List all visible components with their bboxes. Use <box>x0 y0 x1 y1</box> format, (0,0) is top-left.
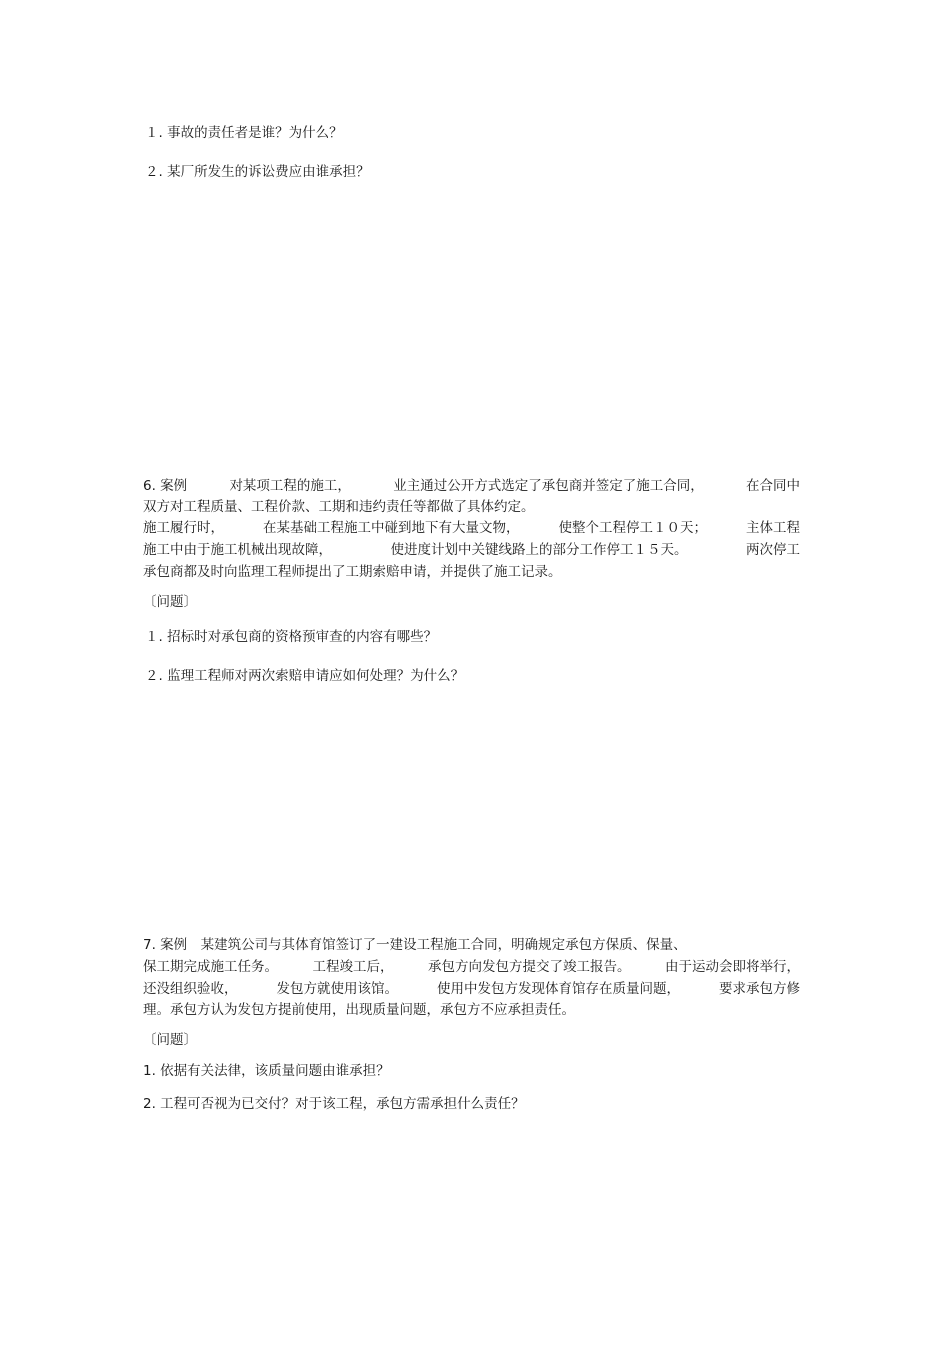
case7-line-2 <box>143 957 800 977</box>
text-segment: 在合同中 <box>745 478 800 494</box>
question-6-1: １. 招标时对承包商的资格预审查的内容有哪些？ <box>145 629 438 645</box>
case6-problem-label: 〔问题〕 <box>143 594 197 610</box>
question-5-2: ２. 某厂所发生的诉讼费应由谁承担？ <box>145 164 370 180</box>
case6-line-1 <box>143 476 800 496</box>
text-segment: 承包方向发包方提交了竣工报告。 <box>428 959 631 975</box>
text-segment: 由于运动会即将举行， <box>665 959 800 975</box>
text-segment: 要求承包方修 <box>719 981 800 997</box>
case6-title: 6. 案例 <box>143 478 188 494</box>
case6-line-4 <box>143 540 800 560</box>
text-segment: 工程竣工后， <box>312 959 394 975</box>
case7-line-4: 理。承包方认为发包方提前使用，出现质量问题，承包方不应承担责任。 <box>143 1002 575 1018</box>
text-segment: 还没组织验收， <box>143 981 238 997</box>
text-segment: 发包方就使用该馆。 <box>276 981 398 997</box>
question-5-1: １. 事故的责任者是谁？为什么？ <box>145 125 343 141</box>
question-6-2: ２. 监理工程师对两次索赔申请应如何处理？为什么？ <box>145 668 465 684</box>
case7-line-3 <box>143 979 800 999</box>
case6-line-3 <box>143 518 800 538</box>
question-7-2: 2. 工程可否视为已交付？对于该工程，承包方需承担什么责任？ <box>143 1096 525 1112</box>
text-segment: 主体工程 <box>746 520 800 536</box>
case6-line-5: 承包商都及时向监理工程师提出了工期索赔申请，并提供了施工记录。 <box>143 564 562 580</box>
case7-problem-label: 〔问题〕 <box>143 1032 197 1048</box>
text-segment: 业主通过公开方式选定了承包商并签定了施工合同， <box>393 478 704 494</box>
text-segment: 在某基础工程施工中碰到地下有大量文物， <box>263 520 520 536</box>
text-segment: 使进度计划中关键线路上的部分工作停工１５天。 <box>390 542 688 558</box>
text-segment: 两次停工 <box>746 542 800 558</box>
text-segment: 使整个工程停工１０天； <box>558 520 707 536</box>
text-segment: 施工履行时， <box>143 520 224 536</box>
text-segment: 对某项工程的施工， <box>229 478 351 494</box>
case6-line-2: 双方对工程质量、工程价款、工期和违约责任等都做了具体约定。 <box>143 499 535 515</box>
question-7-1: 1. 依据有关法律，该质量问题由谁承担？ <box>143 1063 390 1079</box>
text-segment: 施工中由于施工机械出现故障， <box>143 542 332 558</box>
case7-line-1: 7. 案例 某建筑公司与其体育馆签订了一建设工程施工合同，明确规定承包方保质、保量、 <box>143 937 687 953</box>
text-segment: 保工期完成施工任务。 <box>143 959 278 975</box>
text-segment: 使用中发包方发现体育馆存在质量问题， <box>437 981 680 997</box>
